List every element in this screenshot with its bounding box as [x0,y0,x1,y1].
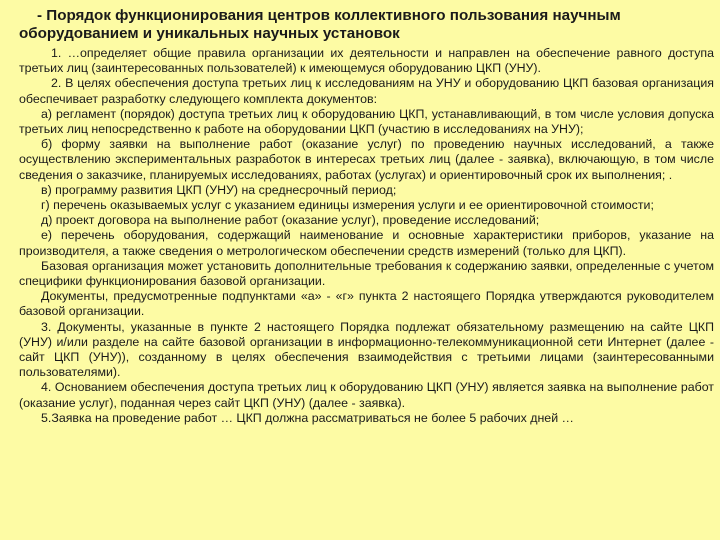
slide-title: - Порядок функционирования центров коллективного пользования научным оборудованием и уникальных научных установок [19,7,621,42]
paragraph-base-org: Базовая организация может установить дополнительные требования к содержанию заявки, определенные с учетом специфики функционирования базовой организации. [19,258,714,289]
slide-body [19,46,714,426]
paragraph-4: 4. Основанием обеспечения доступа третьих лиц к оборудованию ЦКП (УНУ) является заявка на выполнение работ (оказание услуг), поданная через сайт ЦКП (УНУ) (далее - заявка). [19,380,714,410]
paragraph-2f: е) перечень оборудования, содержащий наименование и основные характеристики приборов, указание на производителя, а также сведения о метрологическом обеспечении средств измерений (только для ЦКП). [19,228,714,258]
paragraph-2b: б) форму заявки на выполнение работ (оказание услуг) по проведению научных исследований, а также осуществлению экспериментальных разработок в интересах третьих лиц (далее - заявка), включающую, в том числе сведения о заказчике, планируемых исследованиях, работах (услугах) и ориентировочный срок их выполнения; . [19,137,714,182]
paragraph-documents: Документы, предусмотренные подпунктами «а» - «г» пункта 2 настоящего Порядка утверждаются руководителем базовой организации. [19,289,714,319]
paragraph-2d: г) перечень оказываемых услуг с указанием единицы измерения услуги и ее ориентировочной стоимости; [41,198,654,213]
paragraph-3: 3. Документы, указанные в пункте 2 настоящего Порядка подлежат обязательному размещению на сайте ЦКП (УНУ) и/или разделе на сайте базовой организации в информационно-телекоммуникационной сети Интернет (далее - сайт ЦКП (УНУ)), созданному в целях обеспечения взаимодействия с третьими лицами (заинтересованными пользователями). [19,319,714,380]
paragraph-2a: а) регламент (порядок) доступа третьих лиц к оборудованию ЦКП, устанавливающий, в том числе условия допуска третьих лиц непосредственно к работе на оборудовании ЦКП (участию в исследованиях на УНУ); [19,106,714,137]
paragraph-5: 5.Заявка на проведение работ … ЦКП должна рассматриваться не более 5 рабочих дней … [41,410,574,425]
paragraph-2: 2. В целях обеспечения доступа третьих лиц к исследованиям на УНУ и оборудованию ЦКП базовая организация обеспечивает разработку следующего комплекта документов: [19,76,714,106]
paragraph-2c: в) программу развития ЦКП (УНУ) на среднесрочный период; [41,182,397,197]
paragraph-1: 1. …определяет общие правила организации их деятельности и направлен на обеспечение равного доступа третьих лиц (заинтересованных пользователей) к имеющемуся оборудованию ЦКП (УНУ). [19,46,714,76]
paragraph-2e: д) проект договора на выполнение работ (оказание услуг), проведение исследований; [41,213,540,228]
